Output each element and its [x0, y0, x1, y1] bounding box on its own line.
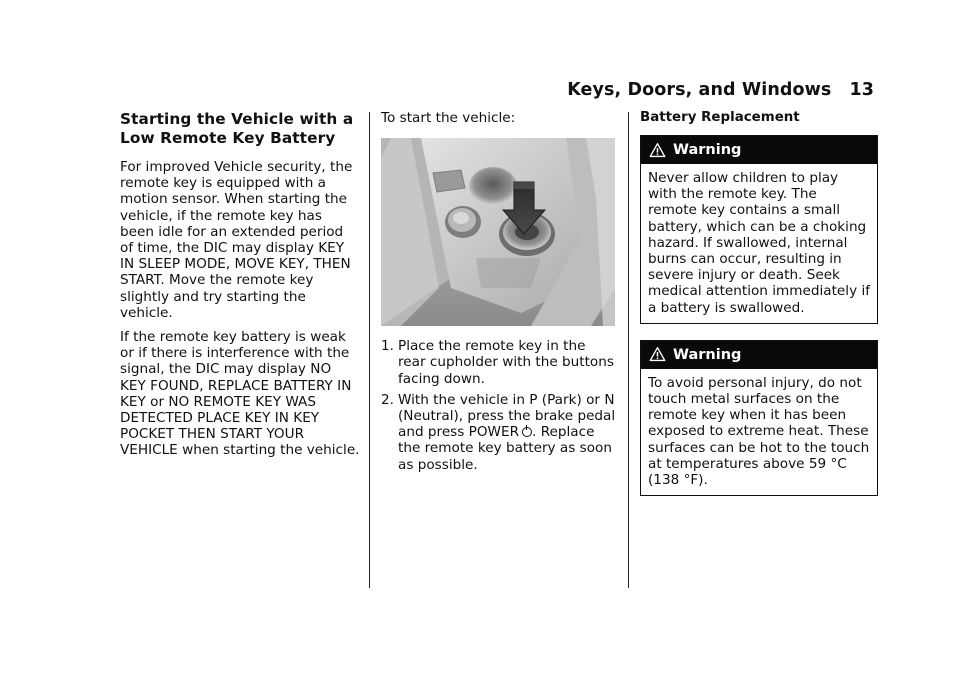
step-text [398, 392, 617, 473]
list-item [381, 338, 617, 387]
warning-header [641, 136, 877, 164]
step-number: 2. [381, 391, 394, 408]
chapter-title: Keys, Doors, and Windows [567, 80, 832, 100]
paragraph: For improved Vehicle security, the remote key is equipped with a motion sensor. When starting the vehicle, if the remote key has been idle for an extended period of time, the DIC may display KEY IN SLEEP MODE, MOVE KEY, THEN START. Move the remote key slightly and try starting the vehicle. [120, 159, 353, 321]
step-number: 1. [381, 338, 394, 355]
page-header [567, 80, 874, 100]
warning-header [641, 341, 877, 369]
column-divider [628, 112, 629, 588]
warning-triangle-icon [649, 346, 666, 363]
power-icon [522, 427, 532, 437]
column-2 [381, 110, 617, 478]
warning-text: Never allow children to play with the remote key. The remote key contains a small battery, which can be a choking hazard. If swallowed, internal burns can occur, resulting in severe injury or death. Seek medical attention immediately if a battery is swallowed. [648, 170, 871, 316]
list-item [381, 392, 617, 473]
column-divider [369, 112, 370, 588]
warning-text: To avoid personal injury, do not touch metal surfaces on the remote key when it has been exposed to extreme heat. These surfaces can be hot to the touch at temperatures above 59 °C (138 °F). [648, 374, 870, 489]
step-text-part: . Replace the remote key battery as soon as possible. [398, 424, 612, 473]
step-text-part: With the vehicle in P (Park) or N (Neutral), press the brake pedal and press POWER [398, 391, 616, 441]
intro-text: To start the vehicle: [381, 110, 516, 126]
warning-label: Warning [673, 346, 742, 363]
column-1 [120, 110, 360, 467]
page-number: 13 [849, 80, 874, 100]
warning-label: Warning [673, 142, 742, 158]
step-text: Place the remote key in the rear cupholder with the buttons facing down. [398, 338, 614, 387]
warning-triangle-icon [649, 142, 666, 159]
subsection-title: Battery Replacement [640, 110, 800, 125]
section-title: Starting the Vehicle with a Low Remote Key Battery [120, 110, 354, 147]
warning-box [640, 135, 878, 324]
steps-list [381, 338, 617, 473]
column-3 [640, 110, 878, 512]
paragraph: If the remote key battery is weak or if there is interference with the signal, the DIC may display NO KEY FOUND, REPLACE BATTERY IN KEY or NO REMOTE KEY WAS DETECTED PLACE KEY IN KEY POCKET THEN START YOUR VEHICLE when starting the vehicle. [120, 329, 360, 459]
cupholder-photo [381, 138, 615, 326]
warning-box [640, 340, 878, 496]
